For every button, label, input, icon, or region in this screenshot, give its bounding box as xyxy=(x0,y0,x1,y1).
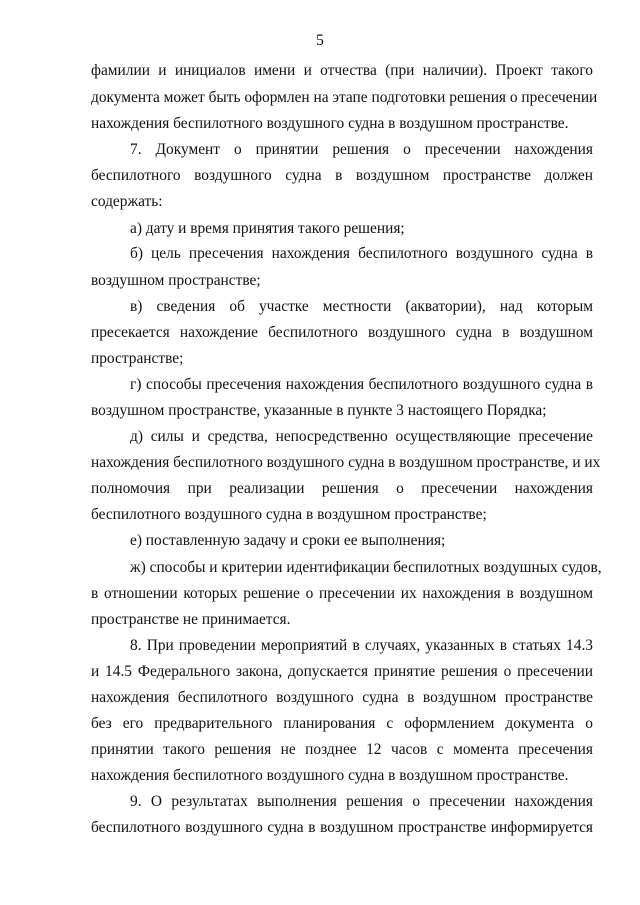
text-line: воздушном пространстве; xyxy=(91,272,261,289)
text-line: и 14.5 Федерального закона, допускается принятие решения о пресечении xyxy=(91,663,593,680)
text-line: в отношении которых решение о пресечении их нахождения в воздушном xyxy=(91,585,593,602)
text-line: в) сведения об участке местности (акватории), над которым xyxy=(130,298,593,315)
text-line: нахождения беспилотного воздушного судна в воздушном пространстве, и их xyxy=(91,454,601,471)
text-line: содержать: xyxy=(91,193,163,210)
text-line: без его предварительного планирования с оформлением документа о xyxy=(91,715,593,732)
text-line: а) дату и время принятия такого решения; xyxy=(130,220,405,237)
text-line: нахождения беспилотного воздушного судна в воздушном пространстве xyxy=(91,689,593,706)
text-line: 8. При проведении мероприятий в случаях, указанных в статьях 14.3 xyxy=(130,637,593,654)
text-line: фамилии и инициалов имени и отчества (при наличии). Проект такого xyxy=(91,62,593,79)
text-line: 9. О результатах выполнения решения о пресечении нахождения xyxy=(130,793,593,810)
text-line: ж) способы и критерии идентификации беспилотных воздушных судов, xyxy=(130,559,602,576)
text-line: г) способы пресечения нахождения беспилотного воздушного судна в xyxy=(130,376,593,393)
text-line: пространстве; xyxy=(91,350,184,367)
text-line: б) цель пресечения нахождения беспилотного воздушного судна в xyxy=(130,245,593,262)
text-line: нахождения беспилотного воздушного судна в воздушном пространстве. xyxy=(91,115,569,132)
text-line: беспилотного воздушного судна в воздушном пространстве информируется xyxy=(91,819,593,836)
text-line: документа может быть оформлен на этапе подготовки решения о пресечении xyxy=(91,89,598,106)
text-line: нахождения беспилотного воздушного судна в воздушном пространстве. xyxy=(91,767,569,784)
text-line: 7. Документ о принятии решения о пресечении нахождения xyxy=(130,141,593,158)
text-line: беспилотного воздушного судна в воздушном пространстве должен xyxy=(91,167,593,184)
text-line: принятии такого решения не позднее 12 часов с момента пресечения xyxy=(91,741,593,758)
text-line: беспилотного воздушного судна в воздушном пространстве; xyxy=(91,506,487,523)
text-line: д) силы и средства, непосредственно осуществляющие пресечение xyxy=(130,428,593,445)
text-line: пространстве не принимается. xyxy=(91,611,291,628)
text-line: пресекается нахождение беспилотного воздушного судна в воздушном xyxy=(91,324,593,341)
page-number: 5 xyxy=(316,32,324,49)
text-line: е) поставленную задачу и сроки ее выполнения; xyxy=(130,532,446,549)
text-line: полномочия при реализации решения о пресечении нахождения xyxy=(91,480,593,497)
text-line: воздушном пространстве, указанные в пункте 3 настоящего Порядка; xyxy=(91,402,547,419)
